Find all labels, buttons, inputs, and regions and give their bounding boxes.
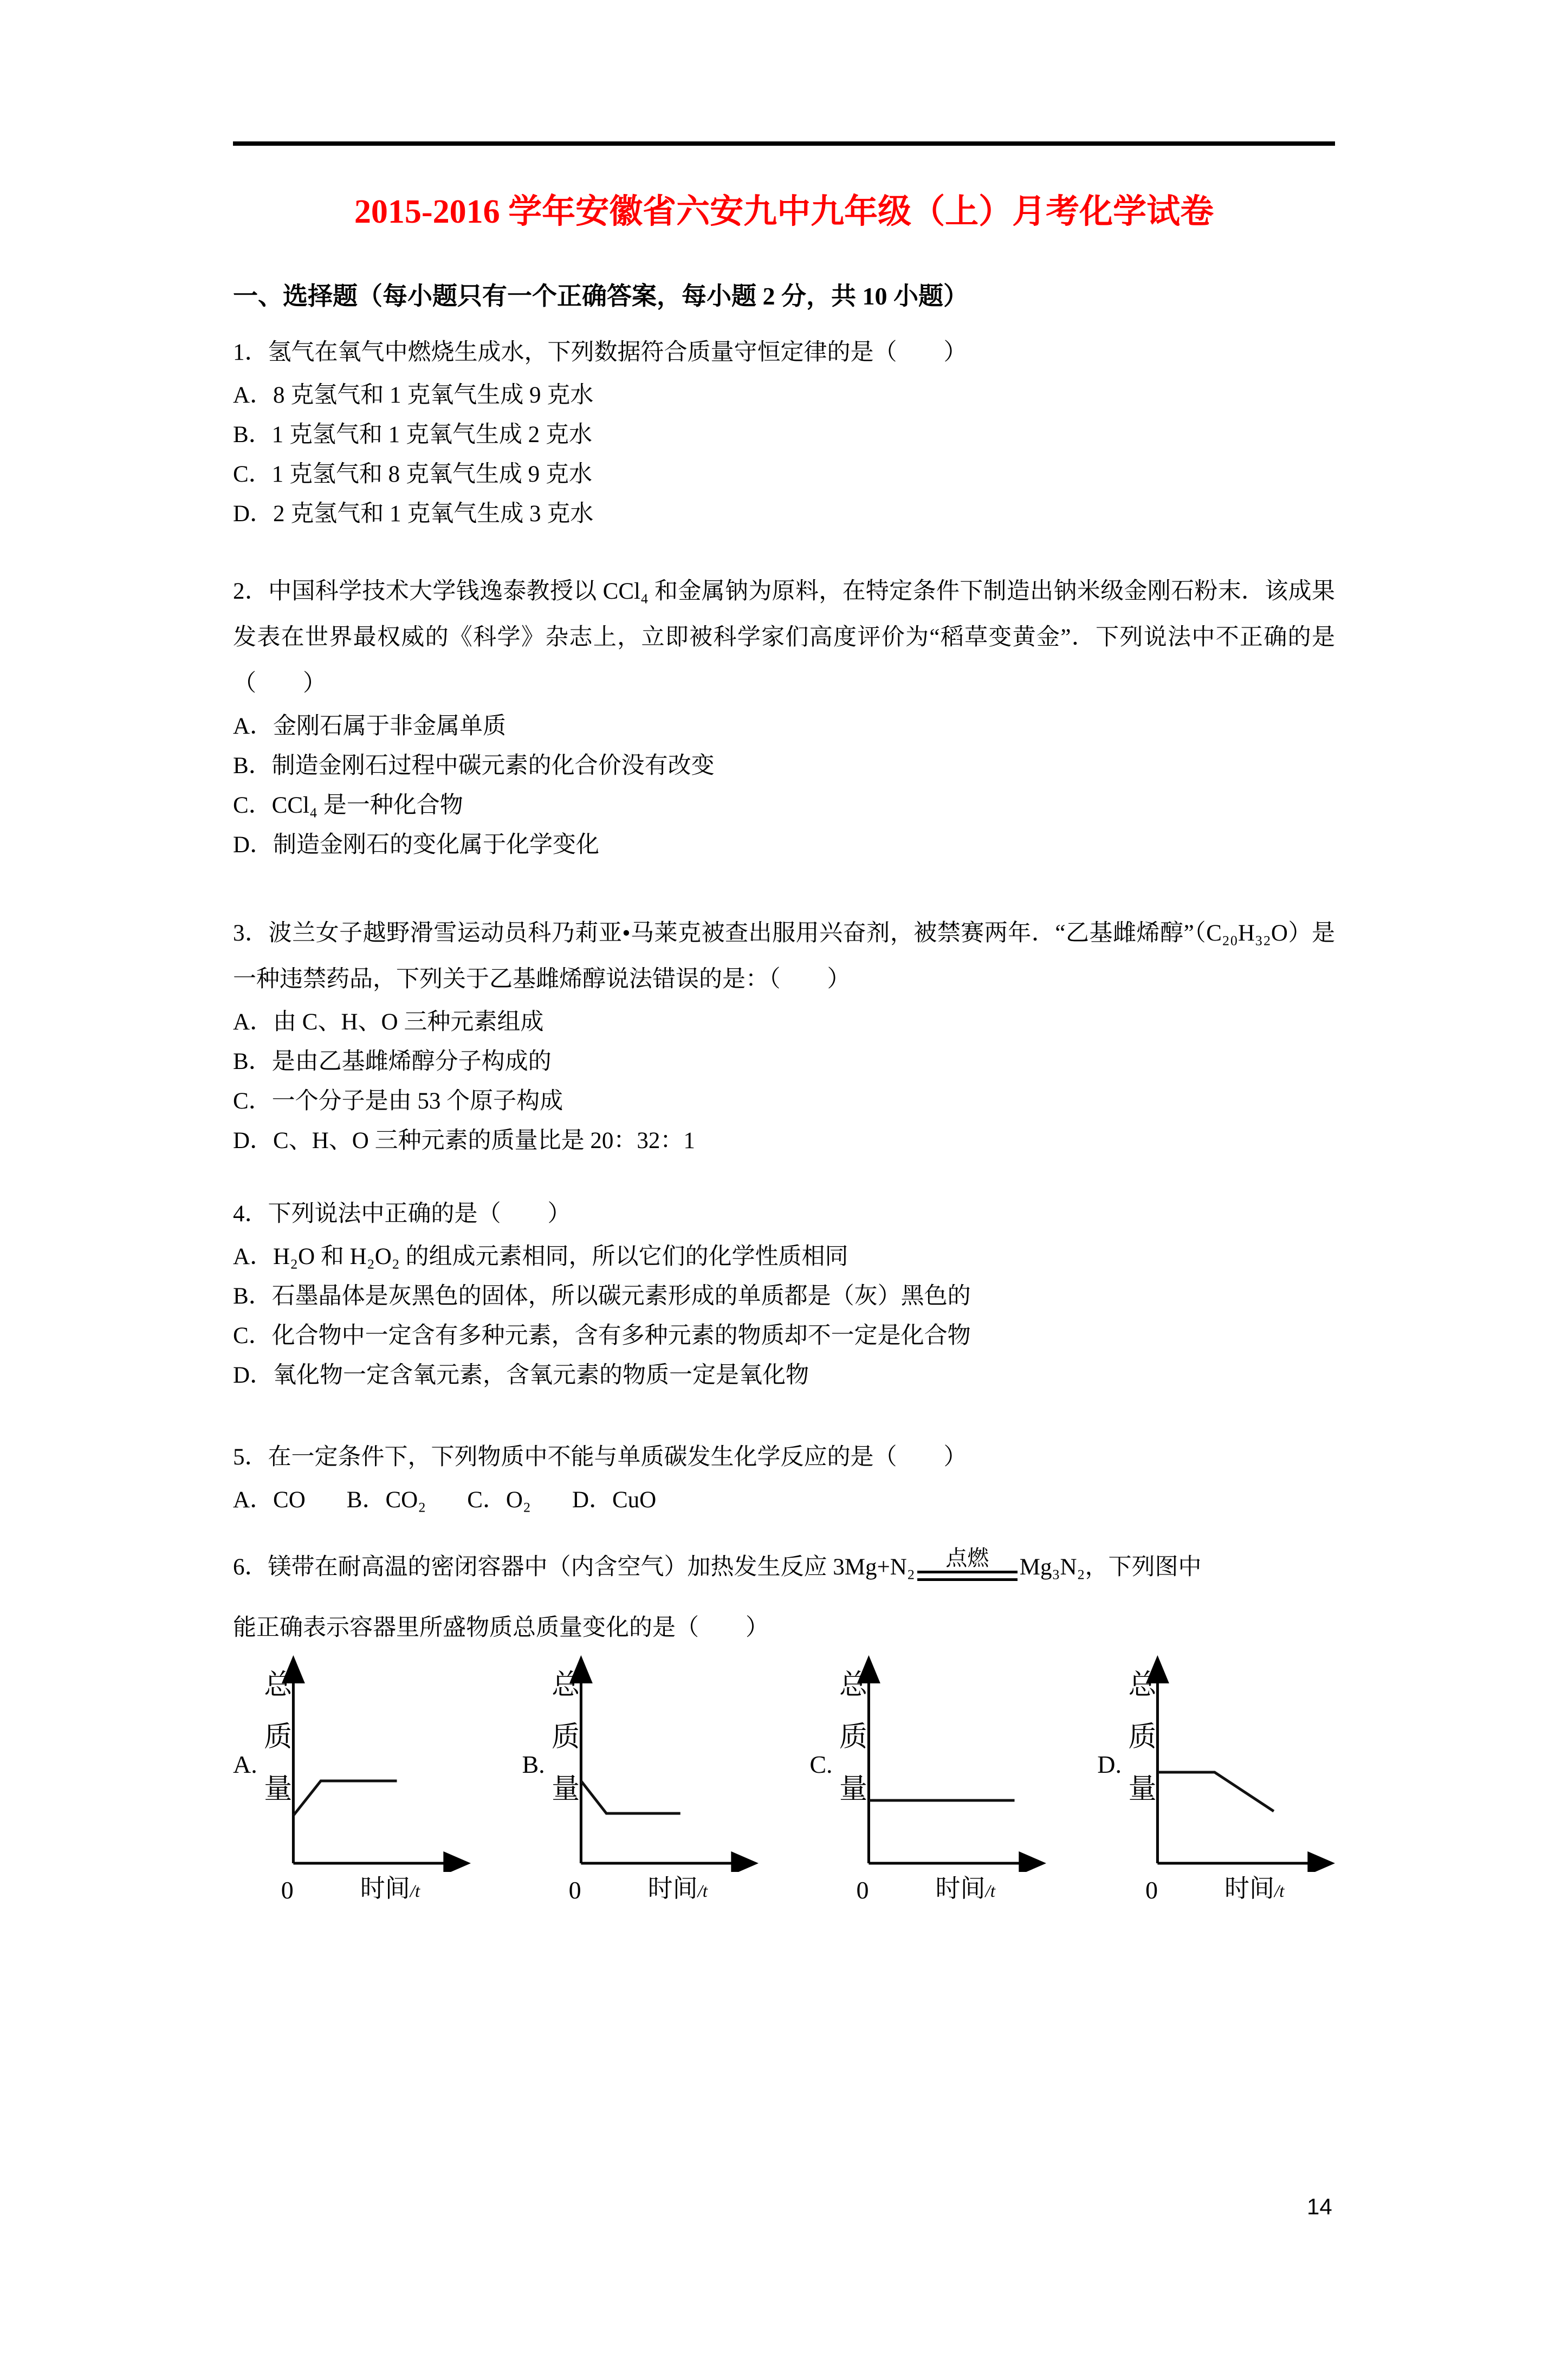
x-axis-arrow-icon bbox=[731, 1851, 759, 1872]
question-3-option-b: B．是由乙基雌烯醇分子构成的 bbox=[233, 1049, 552, 1075]
question-5-options bbox=[233, 1480, 1335, 1520]
question-6-stem-before: 6．镁带在耐高温的密闭容器中（内含空气）加热发生反应 3Mg+N₂ bbox=[233, 1554, 915, 1580]
top-rule bbox=[233, 141, 1335, 146]
question-6-stem-line1 bbox=[233, 1546, 1335, 1584]
question-5-option-c: C．O₂ bbox=[467, 1487, 531, 1513]
x-axis-unit: /t bbox=[985, 1882, 995, 1902]
graph-b-letter: B. bbox=[522, 1751, 545, 1779]
question-1 bbox=[233, 329, 1335, 534]
question-3-option-a: A．由 C、H、O 三种元素组成 bbox=[233, 1009, 544, 1035]
question-4-option-c: C．化合物中一定含有多种元素，含有多种元素的物质却不一定是化合物 bbox=[233, 1323, 971, 1349]
x-axis-label-text: 时间 bbox=[1224, 1875, 1274, 1903]
origin-label: 0 bbox=[1145, 1876, 1158, 1904]
question-5-option-b: B．CO₂ bbox=[346, 1487, 426, 1513]
question-2 bbox=[233, 568, 1335, 865]
reaction-equation bbox=[917, 1547, 1018, 1581]
question-3 bbox=[233, 910, 1335, 1161]
question-2-option-b: B．制造金刚石过程中碳元素的化合价没有改变 bbox=[233, 753, 715, 779]
question-1-stem: 1．氢气在氧气中燃烧生成水，下列数据符合质量守恒定律的是（ ） bbox=[233, 340, 967, 366]
mass-curve bbox=[581, 1781, 680, 1813]
mass-curve bbox=[293, 1781, 397, 1816]
page-number: 14 bbox=[1307, 2194, 1332, 2219]
question-1-option-c: C．1 克氢气和 8 克氧气生成 9 克水 bbox=[233, 462, 592, 488]
question-3-stem: 3．波兰女子越野滑雪运动员科乃莉亚•马莱克被查出服用兴奋剂，被禁赛两年．“乙基雌烯醇”（C₂₀H₃₂O）是一种违禁药品，下列关于乙基雌烯醇说法错误的是：（ ） bbox=[233, 921, 1335, 993]
question-2-option-d: D．制造金刚石的变化属于化学变化 bbox=[233, 832, 600, 858]
graph-canvas bbox=[1124, 1655, 1335, 1872]
x-axis-label-text: 时间 bbox=[935, 1875, 986, 1903]
question-2-option-c: C．CCl₄ 是一种化合物 bbox=[233, 793, 463, 819]
question-3-option-c: C．一个分子是由 53 个原子构成 bbox=[233, 1088, 563, 1114]
graph-option-c bbox=[809, 1655, 1046, 1904]
answer-graphs-row bbox=[233, 1655, 1335, 1904]
x-axis-label bbox=[648, 1869, 708, 1904]
document-page bbox=[233, 141, 1335, 1904]
question-5-stem: 5．在一定条件下，下列物质中不能与单质碳发生化学反应的是（ ） bbox=[233, 1444, 967, 1470]
question-4-option-b: B．石墨晶体是灰黑色的固体，所以碳元素形成的单质都是（灰）黑色的 bbox=[233, 1284, 971, 1310]
origin-label: 0 bbox=[568, 1876, 581, 1904]
graph-option-d bbox=[1097, 1655, 1335, 1904]
graph-c bbox=[835, 1655, 1046, 1904]
x-axis-arrow-icon bbox=[1307, 1851, 1335, 1872]
graph-option-b bbox=[522, 1655, 758, 1904]
equation-double-line bbox=[917, 1571, 1018, 1581]
question-1-option-d: D．2 克氢气和 1 克氧气生成 3 克水 bbox=[233, 501, 594, 527]
question-3-option-d: D．C、H、O 三种元素的质量比是 20：32：1 bbox=[233, 1128, 695, 1154]
question-1-option-a: A．8 克氢气和 1 克氧气生成 9 克水 bbox=[233, 383, 594, 409]
y-axis-label: 总质量 bbox=[1124, 1669, 1155, 1826]
question-6-stem-line2: 能正确表示容器里所盛物质总质量变化的是（ ） bbox=[233, 1615, 769, 1641]
graph-b bbox=[547, 1655, 759, 1904]
x-axis-unit: /t bbox=[1274, 1882, 1285, 1902]
question-4-option-a: A．H₂O 和 H₂O₂ 的组成元素相同，所以它们的化学性质相同 bbox=[233, 1244, 848, 1270]
question-5-option-d: D．CuO bbox=[572, 1487, 657, 1513]
page-title: 2015-2016 学年安徽省六安九中九年级（上）月考化学试卷 bbox=[354, 193, 1214, 230]
mass-curve bbox=[1157, 1772, 1274, 1811]
question-1-option-b: B．1 克氢气和 1 克氧气生成 2 克水 bbox=[233, 422, 592, 448]
x-axis-label-text: 时间 bbox=[647, 1875, 698, 1903]
graph-canvas bbox=[835, 1655, 1046, 1872]
question-4 bbox=[233, 1191, 1335, 1395]
question-6 bbox=[233, 1546, 1335, 1648]
graph-a-letter: A. bbox=[233, 1751, 257, 1779]
question-5 bbox=[233, 1434, 1335, 1520]
graph-d bbox=[1124, 1655, 1335, 1904]
graph-d-letter: D. bbox=[1097, 1751, 1122, 1779]
x-axis-arrow-icon bbox=[443, 1851, 471, 1872]
graph-a bbox=[260, 1655, 471, 1904]
x-axis-label bbox=[360, 1869, 420, 1904]
x-axis-label bbox=[1224, 1869, 1284, 1904]
origin-label: 0 bbox=[856, 1876, 869, 1904]
question-4-option-d: D．氧化物一定含氧元素，含氧元素的物质一定是氧化物 bbox=[233, 1363, 809, 1389]
x-axis-label-text: 时间 bbox=[360, 1875, 410, 1903]
question-2-option-a: A．金刚石属于非金属单质 bbox=[233, 714, 507, 740]
y-axis-label: 总质量 bbox=[547, 1669, 578, 1826]
graph-canvas bbox=[260, 1655, 471, 1872]
y-axis-label: 总质量 bbox=[834, 1669, 866, 1826]
x-axis-unit: /t bbox=[697, 1882, 708, 1902]
question-2-stem: 2．中国科学技术大学钱逸泰教授以 CCl₄ 和金属钠为原料，在特定条件下制造出钠米级金刚石粉末．该成果发表在世界最权威的《科学》杂志上，立即被科学家们高度评价为“稻草变黄金”．下列说法中不正确的是（ ） bbox=[233, 579, 1335, 697]
x-axis-unit: /t bbox=[410, 1882, 420, 1902]
question-6-stem-after: Mg₃N₂，下列图中 bbox=[1019, 1554, 1202, 1580]
x-axis-label bbox=[936, 1869, 995, 1904]
x-axis-arrow-icon bbox=[1019, 1851, 1046, 1872]
origin-label: 0 bbox=[281, 1876, 294, 1904]
question-5-option-a: A．CO bbox=[233, 1487, 306, 1513]
graph-option-a bbox=[233, 1655, 471, 1904]
equation-condition: 点燃 bbox=[945, 1546, 989, 1571]
section-heading: 一、选择题（每小题只有一个正确答案，每小题 2 分，共 10 小题） bbox=[233, 282, 968, 310]
question-4-stem: 4．下列说法中正确的是（ ） bbox=[233, 1201, 571, 1227]
y-axis-label: 总质量 bbox=[259, 1669, 290, 1826]
graph-canvas bbox=[547, 1655, 759, 1872]
graph-c-letter: C. bbox=[809, 1751, 833, 1779]
